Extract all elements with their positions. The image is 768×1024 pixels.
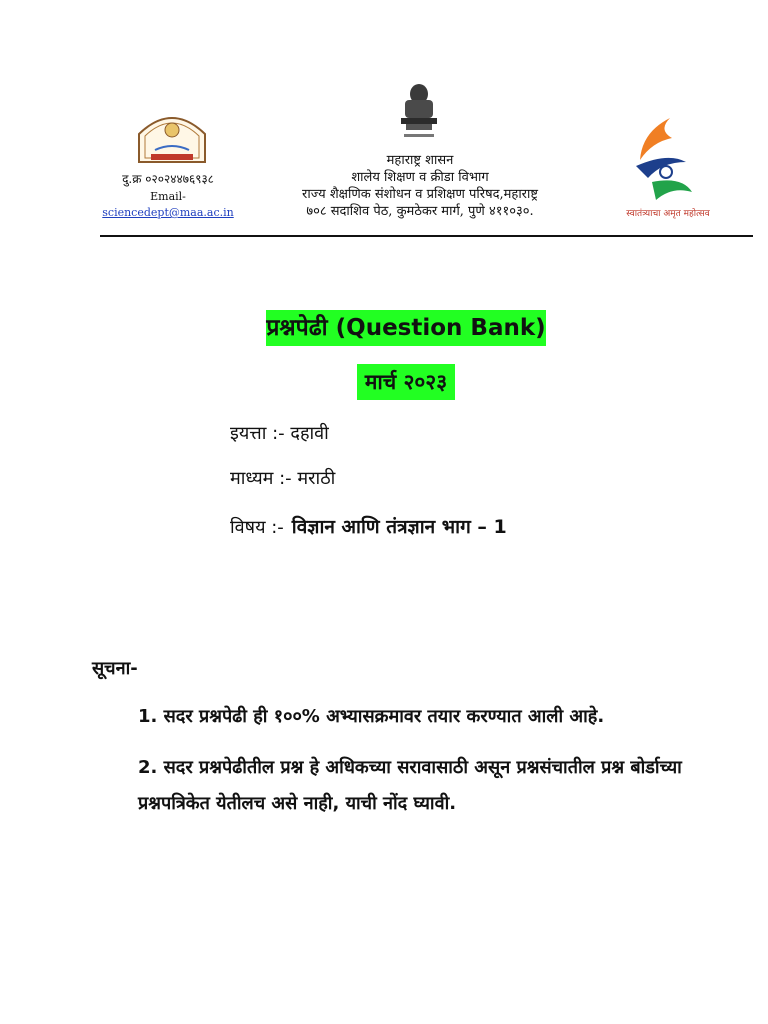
azadi-ka-amrit-mahotsav-logo	[612, 112, 724, 222]
council-name: राज्य शैक्षणिक संशोधन व प्रशिक्षण परिषद,महाराष्ट्र	[302, 187, 538, 202]
phone-number: दु.क्र ०२०२४४७६९३८	[122, 172, 214, 186]
right-logo-caption: स्वातंत्र्याचा अमृत महोत्सव	[626, 209, 710, 219]
class-info: इयत्ता :- दहावी	[230, 423, 329, 444]
page-title: प्रश्नपेढी (Question Bank)	[266, 310, 546, 346]
note-item-2: 2. सदर प्रश्नपेढीतील प्रश्न हे अधिकच्या सरावासाठी असून प्रश्नसंचातील प्रश्न बोर्डाच्या प्रश्नपत्रिकेत येतीलच असे नाही, याची नोंद घ्यावी.	[138, 757, 682, 814]
subject-label: विषय :-	[230, 517, 284, 538]
email-link[interactable]: sciencedept@maa.ac.in	[102, 206, 234, 219]
address-line: ७०८ सदाशिव पेठ, कुमठेकर मार्ग, पुणे ४११०३०.	[306, 204, 534, 219]
exam-date: मार्च २०२३	[357, 364, 455, 400]
department-address	[250, 152, 590, 220]
email-label: Email-	[150, 190, 186, 203]
department-name: शालेय शिक्षण व क्रीडा विभाग	[351, 170, 489, 185]
govt-name: महाराष्ट्र शासन	[386, 153, 454, 168]
medium-info: माध्यम :- मराठी	[230, 468, 336, 489]
note-item-1: 1. सदर प्रश्नपेढी ही १००% अभ्यासक्रमावर तयार करण्यात आली आहे.	[138, 706, 605, 727]
national-emblem-icon	[396, 80, 442, 142]
subject-info	[230, 513, 507, 539]
subject-value: विज्ञान आणि तंत्रज्ञान भाग – 1	[291, 516, 507, 538]
notes-heading: सूचना-	[92, 658, 138, 679]
institute-seal-logo	[133, 106, 211, 168]
header-divider	[100, 235, 753, 237]
